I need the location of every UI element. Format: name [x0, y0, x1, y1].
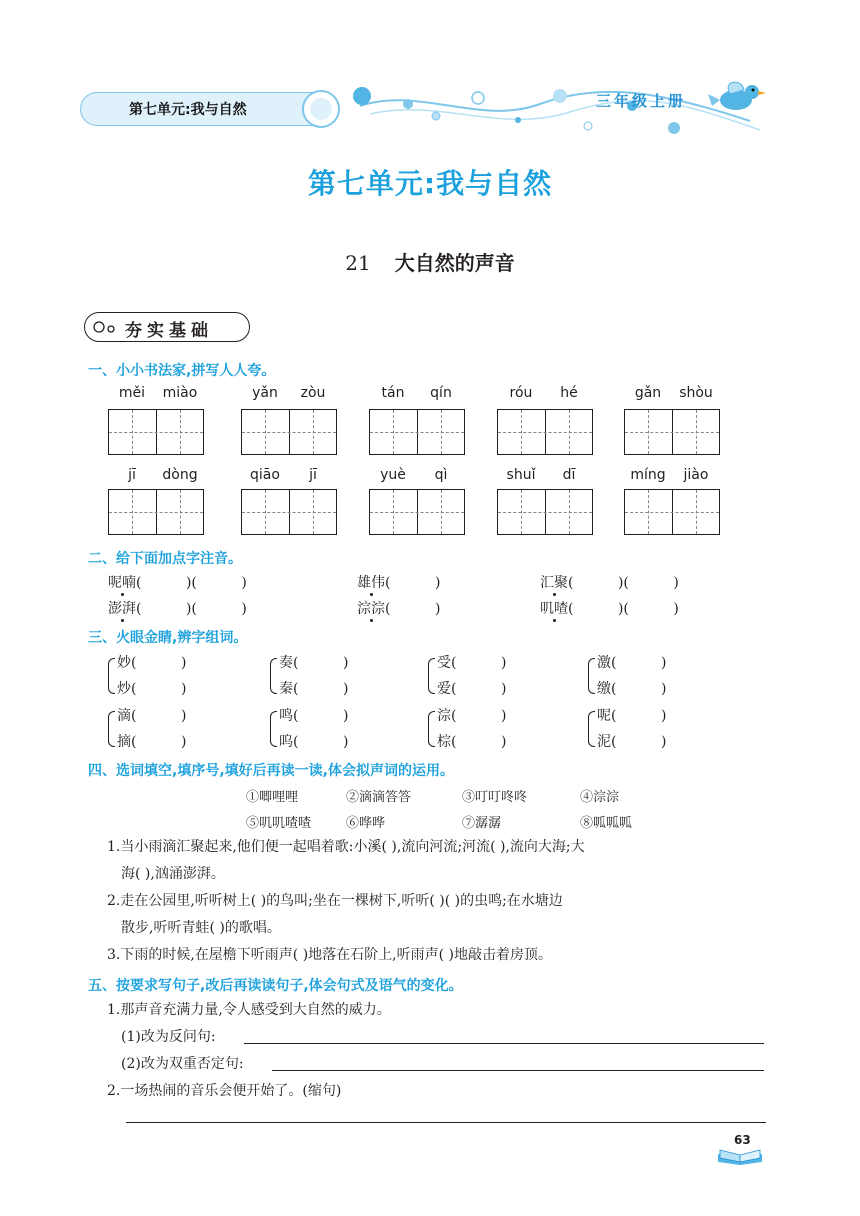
- q4-2-line1: 2.走在公园里,听听树上( )的鸟叫;坐在一棵树下,听听( )( )的虫鸣;在水塘边: [107, 893, 563, 909]
- char-compare-item[interactable]: [117, 678, 186, 698]
- dotted-word: 叽喳: [540, 598, 568, 618]
- char: 呢: [597, 708, 611, 724]
- pinyin-syllable: qì: [434, 467, 448, 483]
- pinyin-syllable: hé: [560, 385, 578, 401]
- section2-title: 二、给下面加点字注音。: [88, 551, 242, 567]
- dotted-word: 汇聚: [540, 572, 568, 592]
- answer-blank[interactable]: ( ): [131, 681, 187, 697]
- answer-line-2[interactable]: [272, 1070, 764, 1071]
- tianzige-grid[interactable]: [497, 489, 593, 535]
- pinyin-syllable: jiào: [683, 467, 709, 483]
- char-compare-item[interactable]: [279, 678, 348, 698]
- unit-header-pill: [80, 92, 334, 126]
- phonetic-item[interactable]: [540, 572, 679, 592]
- tianzige-grid[interactable]: [369, 489, 465, 535]
- char-compare-item[interactable]: [597, 652, 666, 672]
- q5-1-sub2[interactable]: (2)改为双重否定句:: [121, 1056, 244, 1072]
- answer-line-3[interactable]: [126, 1122, 766, 1123]
- dotted-word: 呢喃: [108, 572, 136, 592]
- pinyin-syllable: shòu: [679, 385, 713, 401]
- section4-title: 四、选词填空,填序号,填好后再读一读,体会拟声词的运用。: [88, 763, 454, 779]
- char-compare-item[interactable]: [279, 731, 348, 751]
- tianzige-grid[interactable]: [369, 409, 465, 455]
- word-option: ①唧哩哩: [246, 790, 299, 805]
- tianzige-grid[interactable]: [108, 489, 204, 535]
- answer-blank[interactable]: ( ): [131, 708, 187, 724]
- brace-icon: [428, 658, 435, 694]
- char: 秦: [279, 681, 293, 697]
- pinyin-label: [241, 385, 337, 401]
- word-option: ⑤叽叽喳喳: [246, 816, 312, 831]
- pinyin-label: [497, 467, 593, 483]
- pinyin-label: [369, 467, 465, 483]
- brace-icon: [270, 711, 277, 747]
- circle-icon: [91, 317, 121, 337]
- char: 受: [437, 655, 451, 671]
- pinyin-syllable: dī: [562, 467, 576, 483]
- answer-blank[interactable]: ( ): [611, 708, 667, 724]
- char: 泥: [597, 734, 611, 750]
- lesson-name: 大自然的声音: [394, 251, 515, 275]
- char: 炒: [117, 681, 131, 697]
- answer-blank[interactable]: ( ): [611, 734, 667, 750]
- badge-label: 夯实基础: [125, 321, 213, 341]
- char: 鸣: [279, 708, 293, 724]
- q4-3: 3.下雨的时候,在屋檐下听雨声( )地落在石阶上,听雨声( )地敲击着房顶。: [107, 947, 553, 963]
- brace-icon: [108, 658, 115, 694]
- char-compare-item[interactable]: [597, 678, 666, 698]
- char: 棕: [437, 734, 451, 750]
- pinyin-label: [369, 385, 465, 401]
- answer-blank[interactable]: ( ): [451, 681, 507, 697]
- pinyin-syllable: gǎn: [634, 385, 662, 401]
- answer-blank[interactable]: ( ): [131, 655, 187, 671]
- brace-icon: [588, 711, 595, 747]
- tianzige-grid[interactable]: [108, 409, 204, 455]
- answer-blank[interactable]: ( ): [293, 708, 349, 724]
- pinyin-syllable: qiāo: [250, 467, 280, 483]
- char-compare-item[interactable]: [597, 705, 666, 725]
- answer-blank[interactable]: ( ): [385, 575, 441, 591]
- answer-blank[interactable]: ( )( ): [136, 575, 247, 591]
- q4-1-line2: 海( ),汹涌澎湃。: [121, 866, 225, 882]
- answer-blank[interactable]: ( ): [611, 655, 667, 671]
- pinyin-syllable: dòng: [162, 467, 198, 483]
- q5-1: 1.那声音充满力量,令人感受到大自然的威力。: [107, 1002, 391, 1018]
- lesson-title: [0, 247, 860, 276]
- char: 呜: [279, 734, 293, 750]
- pinyin-syllable: jī: [128, 467, 136, 483]
- tianzige-grid[interactable]: [624, 409, 720, 455]
- word-option: ④淙淙: [580, 790, 620, 805]
- dotted-word: 淙淙: [357, 598, 385, 618]
- pinyin-label: [108, 467, 204, 483]
- pinyin-syllable: míng: [630, 467, 666, 483]
- pinyin-label: [241, 467, 337, 483]
- section-badge: [84, 312, 250, 342]
- answer-blank[interactable]: ( ): [293, 655, 349, 671]
- tianzige-grid[interactable]: [624, 489, 720, 535]
- char-compare-item[interactable]: [117, 731, 186, 751]
- answer-blank[interactable]: ( )( ): [568, 601, 679, 617]
- char: 妙: [117, 655, 131, 671]
- char-compare-item[interactable]: [117, 652, 186, 672]
- q4-1-line1: 1.当小雨滴汇聚起来,他们便一起唱着歌:小溪( ),流向河流;河流( ),流向大海;大: [107, 839, 585, 855]
- word-option: ⑧呱呱呱: [580, 816, 633, 831]
- answer-blank[interactable]: ( )( ): [136, 601, 247, 617]
- char: 爱: [437, 681, 451, 697]
- pinyin-label: [497, 385, 593, 401]
- char-compare-item[interactable]: [117, 705, 186, 725]
- bird-icon: [704, 76, 770, 116]
- q5-1-sub1[interactable]: (1)改为反问句:: [121, 1029, 216, 1045]
- pinyin-label: [108, 385, 204, 401]
- char-compare-item[interactable]: [597, 731, 666, 751]
- char: 缴: [597, 681, 611, 697]
- grade-label: 三年级上册: [596, 92, 687, 110]
- pinyin-syllable: róu: [509, 385, 533, 401]
- answer-blank[interactable]: ( ): [611, 681, 667, 697]
- answer-blank[interactable]: ( ): [293, 681, 349, 697]
- dotted-word: 雄伟: [357, 572, 385, 592]
- pinyin-label: [624, 385, 720, 401]
- phonetic-item[interactable]: [108, 598, 247, 618]
- brace-icon: [588, 658, 595, 694]
- brace-icon: [108, 711, 115, 747]
- phonetic-item[interactable]: [108, 572, 247, 592]
- unit-header-label: 第七单元:我与自然: [129, 102, 247, 118]
- pinyin-syllable: miào: [162, 385, 198, 401]
- pinyin-syllable: měi: [118, 385, 146, 401]
- answer-blank[interactable]: ( ): [451, 655, 507, 671]
- page-number: 63: [734, 1133, 751, 1147]
- tianzige-grid[interactable]: [241, 409, 337, 455]
- phonetic-item[interactable]: [540, 598, 679, 618]
- section5-title: 五、按要求写句子,改后再读读句子,体会句式及语气的变化。: [88, 978, 463, 994]
- section1-title: 一、小小书法家,拼写人人夸。: [88, 363, 276, 379]
- pinyin-syllable: shuǐ: [506, 467, 536, 483]
- open-book-icon: [716, 1146, 764, 1166]
- pinyin-syllable: tán: [381, 385, 405, 401]
- dotted-word: 澎湃: [108, 598, 136, 618]
- char: 滴: [117, 708, 131, 724]
- pinyin-syllable: yǎn: [252, 385, 278, 401]
- answer-blank[interactable]: ( ): [385, 601, 441, 617]
- char-compare-item[interactable]: [437, 705, 506, 725]
- section3-title: 三、火眼金睛,辨字组词。: [88, 630, 248, 646]
- pinyin-syllable: jī: [309, 467, 317, 483]
- q5-2: 2.一场热闹的音乐会便开始了。(缩句): [107, 1083, 342, 1099]
- brace-icon: [428, 711, 435, 747]
- char-compare-item[interactable]: [437, 652, 506, 672]
- answer-blank[interactable]: ( ): [293, 734, 349, 750]
- unit-title: 第七单元:我与自然: [307, 167, 553, 200]
- answer-blank[interactable]: ( ): [451, 708, 507, 724]
- char-compare-item[interactable]: [437, 731, 506, 751]
- char: 奏: [279, 655, 293, 671]
- phonetic-item[interactable]: [357, 598, 440, 618]
- q4-2-line2: 散步,听听青蛙( )的歌唱。: [121, 920, 281, 936]
- answer-blank[interactable]: ( ): [451, 734, 507, 750]
- word-option: ②滴滴答答: [346, 790, 412, 805]
- lesson-number: 21: [345, 251, 371, 275]
- answer-line-1[interactable]: [244, 1043, 764, 1044]
- char-compare-item[interactable]: [279, 652, 348, 672]
- pinyin-syllable: qín: [430, 385, 452, 401]
- word-option: ③叮叮咚咚: [462, 790, 528, 805]
- char-compare-item[interactable]: [437, 678, 506, 698]
- answer-blank[interactable]: ( )( ): [568, 575, 679, 591]
- phonetic-item[interactable]: [357, 572, 440, 592]
- tianzige-grid[interactable]: [241, 489, 337, 535]
- tianzige-grid[interactable]: [497, 409, 593, 455]
- char: 激: [597, 655, 611, 671]
- answer-blank[interactable]: ( ): [131, 734, 187, 750]
- pinyin-syllable: zòu: [300, 385, 326, 401]
- char: 摘: [117, 734, 131, 750]
- brace-icon: [270, 658, 277, 694]
- char: 淙: [437, 708, 451, 724]
- word-option: ⑦潺潺: [462, 816, 502, 831]
- pinyin-syllable: yuè: [380, 467, 406, 483]
- pinyin-label: [624, 467, 720, 483]
- char-compare-item[interactable]: [279, 705, 348, 725]
- word-option: ⑥哗哗: [346, 816, 386, 831]
